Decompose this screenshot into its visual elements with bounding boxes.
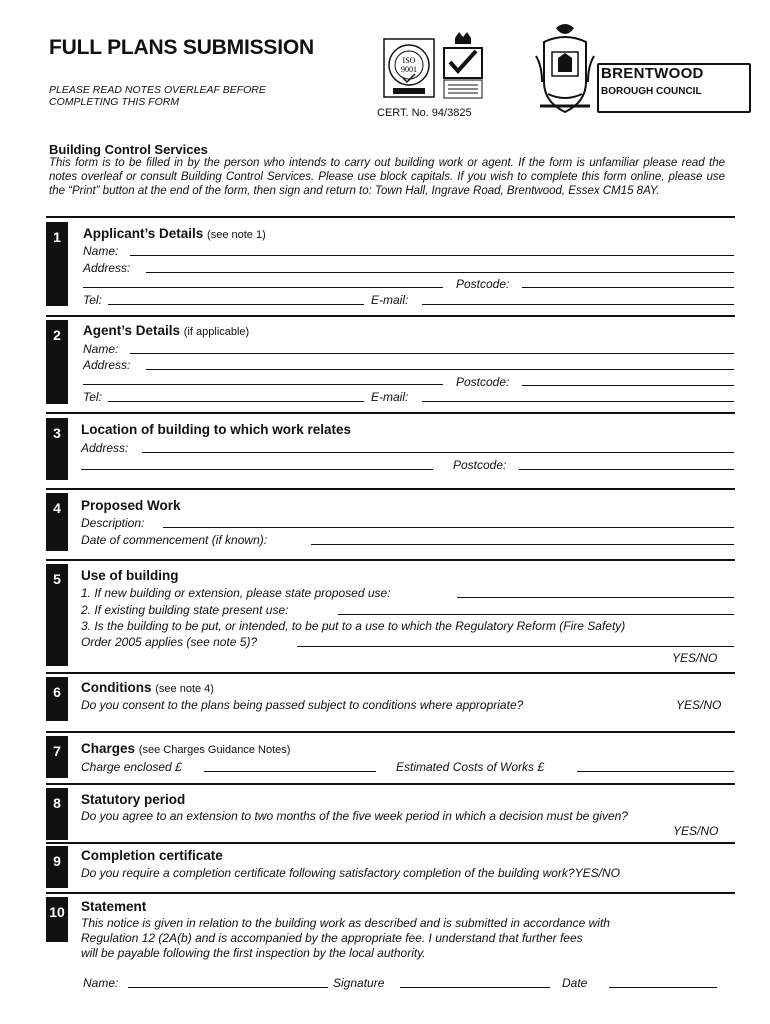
section-note: (see Charges Guidance Notes) bbox=[138, 744, 291, 756]
applicant-address-field[interactable] bbox=[146, 272, 734, 273]
section-divider bbox=[46, 731, 735, 733]
estimated-costs-field[interactable] bbox=[577, 771, 734, 772]
agent-postcode-field[interactable] bbox=[522, 385, 734, 386]
estimated-costs-label: Estimated Costs of Works £ bbox=[396, 760, 545, 774]
statement-text-line-1: This notice is given in relation to the building work as described and is submitted in accordance with bbox=[81, 916, 610, 930]
signature-field[interactable] bbox=[400, 987, 550, 988]
section-title-conditions bbox=[81, 680, 214, 695]
fire-safety-question: 3. Is the building to be put, or intended, to be put to a use to which the Regulatory Reform (Fire Safety) bbox=[81, 619, 626, 633]
section-number: 2 bbox=[46, 320, 68, 404]
section-title-text: Charges bbox=[81, 741, 136, 756]
section-title-applicant bbox=[83, 226, 266, 241]
section-note: (see note 1) bbox=[207, 229, 266, 241]
description-field[interactable] bbox=[163, 527, 734, 528]
form-title: FULL PLANS SUBMISSION bbox=[49, 36, 314, 59]
section-number: 8 bbox=[46, 788, 68, 840]
applicant-postcode-field[interactable] bbox=[522, 287, 734, 288]
conditions-yes-no[interactable]: YES/NO bbox=[676, 698, 722, 712]
iso-number-text: 9001 bbox=[401, 65, 417, 74]
applicant-address-label: Address: bbox=[83, 261, 131, 275]
section-note: (see note 4) bbox=[155, 683, 214, 695]
section-number: 4 bbox=[46, 493, 68, 551]
statement-text-line-2: Regulation 12 (2A(b) and is accompanied by the appropriate fee. I understand that further fees bbox=[81, 931, 583, 945]
please-read-notice: PLEASE READ NOTES OVERLEAF BEFORE COMPLETING THIS FORM bbox=[49, 84, 266, 108]
completion-certificate-question: Do you require a completion certificate following satisfactory completion of the building work?YES/NO bbox=[81, 866, 620, 880]
agent-name-field[interactable] bbox=[130, 353, 734, 354]
location-postcode-field[interactable] bbox=[519, 469, 734, 470]
proposed-use-label: 1. If new building or extension, please state proposed use: bbox=[81, 586, 391, 600]
date-field[interactable] bbox=[609, 987, 717, 988]
section-divider bbox=[46, 672, 735, 674]
section-title-text: Conditions bbox=[81, 680, 152, 695]
section-number: 3 bbox=[46, 418, 68, 480]
section-title-use-of-building: Use of building bbox=[81, 568, 179, 583]
section-title-charges bbox=[81, 741, 290, 756]
commencement-date-label: Date of commencement (if known): bbox=[81, 533, 268, 547]
applicant-tel-label: Tel: bbox=[83, 293, 102, 307]
section-number: 9 bbox=[46, 846, 68, 888]
cert-number: CERT. No. 94/3825 bbox=[377, 107, 472, 119]
intro-text: This form is to be filled in by the person who intends to carry out building work or agent. If the form is unfamiliar please read the notes overleaf or consult Building Control Services. Please use block capitals. If you wish to complete this form online, please use the “Print” button at the end of the form, then sign and return to: Town Hall, Ingrave Road, Brentwood, Essex CM15 8AY. bbox=[49, 157, 725, 197]
council-crest-icon bbox=[534, 22, 596, 116]
commencement-date-field[interactable] bbox=[311, 544, 734, 545]
section-title-statutory-period: Statutory period bbox=[81, 792, 186, 807]
council-subtitle: BOROUGH COUNCIL bbox=[601, 86, 702, 97]
present-use-field[interactable] bbox=[338, 614, 734, 615]
section-title-text: Agent’s Details bbox=[83, 323, 181, 338]
date-label: Date bbox=[562, 976, 588, 990]
section-number: 5 bbox=[46, 564, 68, 666]
fire-safety-question-cont: Order 2005 applies (see note 5)? bbox=[81, 635, 258, 649]
section-number: 1 bbox=[46, 222, 68, 306]
section-divider bbox=[46, 559, 735, 561]
applicant-email-field[interactable] bbox=[422, 304, 734, 305]
present-use-label: 2. If existing building state present use: bbox=[81, 603, 289, 617]
section-title-agent bbox=[83, 323, 249, 338]
section-divider bbox=[46, 842, 735, 844]
conditions-question: Do you consent to the plans being passed subject to conditions where appropriate? bbox=[81, 698, 524, 712]
section-title-statement: Statement bbox=[81, 899, 147, 914]
agent-name-label: Name: bbox=[83, 342, 119, 356]
applicant-name-label: Name: bbox=[83, 244, 119, 258]
agent-email-field[interactable] bbox=[422, 401, 734, 402]
fire-safety-field[interactable] bbox=[297, 646, 734, 647]
agent-postcode-label: Postcode: bbox=[456, 375, 510, 389]
statutory-period-yes-no[interactable]: YES/NO bbox=[673, 824, 719, 838]
section-title-location: Location of building to which work relates bbox=[81, 422, 352, 437]
section-divider bbox=[46, 488, 735, 490]
iso-9001-logo-icon bbox=[383, 38, 435, 98]
section-title-completion-certificate: Completion certificate bbox=[81, 848, 223, 863]
agent-email-label: E-mail: bbox=[371, 390, 409, 404]
charge-enclosed-label: Charge enclosed £ bbox=[81, 760, 182, 774]
section-number: 10 bbox=[46, 897, 68, 942]
section-divider bbox=[46, 216, 735, 218]
statement-text-line-3: will be payable following the first inspection by the local authority. bbox=[81, 946, 426, 960]
statement-name-label: Name: bbox=[83, 976, 119, 990]
agent-address-label: Address: bbox=[83, 358, 131, 372]
section-divider bbox=[46, 783, 735, 785]
section-note: (if applicable) bbox=[183, 326, 250, 338]
agent-tel-field[interactable] bbox=[108, 401, 364, 402]
applicant-tel-field[interactable] bbox=[108, 304, 364, 305]
section-number: 7 bbox=[46, 736, 68, 778]
section-title-proposed-work: Proposed Work bbox=[81, 498, 181, 513]
statement-name-field[interactable] bbox=[128, 987, 328, 988]
charge-enclosed-field[interactable] bbox=[204, 771, 376, 772]
section-number: 6 bbox=[46, 677, 68, 721]
statutory-period-question: Do you agree to an extension to two months of the five week period in which a decision must be given? bbox=[81, 809, 628, 823]
iso-text: ISO bbox=[402, 56, 416, 65]
proposed-use-field[interactable] bbox=[457, 597, 734, 598]
applicant-address-field-2[interactable] bbox=[83, 287, 443, 288]
location-address-field-2[interactable] bbox=[81, 469, 433, 470]
location-address-field[interactable] bbox=[142, 452, 734, 453]
section-title-text: Applicant’s Details bbox=[83, 226, 204, 241]
signature-label: Signature bbox=[333, 976, 385, 990]
applicant-name-field[interactable] bbox=[130, 255, 734, 256]
agent-tel-label: Tel: bbox=[83, 390, 102, 404]
location-address-label: Address: bbox=[81, 441, 129, 455]
section-divider bbox=[46, 315, 735, 317]
nacb-crown-tick-logo-icon bbox=[440, 28, 486, 100]
fire-safety-yes-no[interactable]: YES/NO bbox=[672, 651, 718, 665]
description-label: Description: bbox=[81, 516, 145, 530]
agent-address-field[interactable] bbox=[146, 369, 734, 370]
applicant-postcode-label: Postcode: bbox=[456, 277, 510, 291]
location-postcode-label: Postcode: bbox=[453, 458, 507, 472]
applicant-email-label: E-mail: bbox=[371, 293, 409, 307]
council-name: BRENTWOOD bbox=[601, 65, 704, 82]
intro-heading: Building Control Services bbox=[49, 142, 208, 157]
section-divider bbox=[46, 892, 735, 894]
section-divider bbox=[46, 412, 735, 414]
agent-address-field-2[interactable] bbox=[83, 384, 443, 385]
